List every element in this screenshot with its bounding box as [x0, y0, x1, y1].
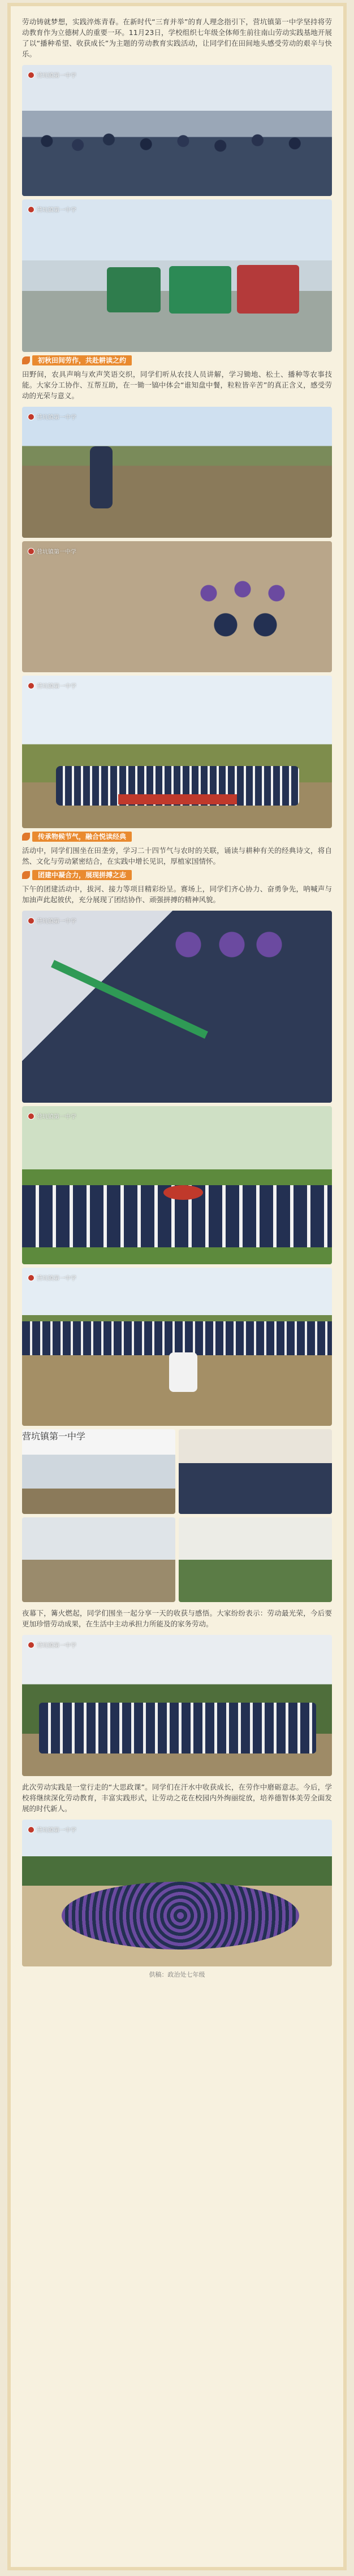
photo-relay-game	[22, 1268, 332, 1426]
school-seal-icon	[28, 548, 34, 555]
photo-grid-row-1	[22, 1429, 332, 1514]
cook-paragraph: 夜幕下，篝火燃起，同学们围坐一起分享一天的收获与感悟。大家纷纷表示：劳动最光荣，今后要更加珍惜劳动成果，在生活中主动承担力所能及的家务劳动。	[22, 1609, 332, 1628]
school-watermark: 营坑镇第一中学	[28, 681, 76, 690]
school-watermark: 营坑镇第一中学	[28, 205, 76, 214]
section-banner-solar: 传承物候节气，融合悦读经典	[22, 832, 332, 842]
school-seal-icon	[28, 72, 34, 79]
leaf-icon	[22, 871, 30, 879]
photo-cooking-3	[22, 1517, 175, 1602]
school-watermark: 营坑镇第一中学	[28, 547, 76, 555]
footer-credit: 供稿：政治处七年级	[149, 1971, 205, 1978]
school-watermark: 营坑镇第一中学	[28, 71, 76, 79]
section-banner-field: 初秋田间劳作，共赴耕读之约	[22, 355, 332, 365]
photo-tug-of-war	[22, 911, 332, 1103]
leaf-icon	[22, 356, 30, 364]
school-seal-icon	[28, 1274, 34, 1281]
photo-tent-group	[22, 1635, 332, 1776]
photo-drum-team	[22, 1106, 332, 1264]
photo-hoeing	[22, 407, 332, 538]
school-seal-icon	[28, 1113, 34, 1120]
school-seal-icon	[28, 1642, 34, 1648]
school-seal-icon	[28, 1826, 34, 1833]
intro-paragraph: 劳动铸就梦想，实践淬炼青春。在新时代“三育并举”的育人理念指引下，营坑镇第一中学坚持将劳动教育作为立德树人的重要一环。11月23日，学校组织七年级全体师生前往南山劳动实践基地开展了以“播种希望、收获成长”为主题的劳动教育实践活动，让同学们在田间地头感受劳动的艰辛与快乐。	[22, 18, 332, 58]
leaf-icon	[22, 833, 30, 841]
field-paragraph: 田野间，农具声响与欢声笑语交织，同学们听从农技人员讲解，学习锄地、松土、播种等农事技能。大家分工协作、互帮互助，在一锄一镐中体会“谁知盘中餐，粒粒皆辛苦”的真正含义，感受劳动的光荣与意义。	[22, 370, 332, 400]
team-paragraph: 下午的团建活动中，拔河、接力等项目精彩纷呈。赛场上，同学们齐心协力、奋勇争先，呐喊声与加油声此起彼伏，充分展现了团结协作、顽强拼搏的精神风貌。	[22, 885, 332, 904]
photo-students-group	[22, 65, 332, 196]
school-watermark: 营坑镇第一中学	[28, 1112, 76, 1120]
photo-cooking-1	[22, 1429, 175, 1514]
article-page	[7, 3, 347, 2570]
school-seal-icon	[28, 206, 34, 213]
school-seal-icon	[28, 917, 34, 924]
school-watermark: 营坑镇第一中学	[28, 412, 76, 421]
section-banner-team: 团建中凝合力，展现拼搏之志	[22, 870, 332, 880]
photo-cooking-4	[179, 1517, 332, 1602]
school-watermark: 营坑镇第一中学	[22, 1431, 86, 1442]
school-watermark: 营坑镇第一中学	[28, 1641, 76, 1649]
photo-cooking-2	[179, 1429, 332, 1514]
school-watermark: 营坑镇第一中学	[28, 1273, 76, 1282]
ending-paragraph: 此次劳动实践是一堂行走的“大思政课”。同学们在汗水中收获成长，在劳作中磨砺意志。今后，学校将继续深化劳动教育，丰富实践形式，让劳动之花在校园内外绚丽绽放，培养德智体美劳全面发展的时代新人。	[22, 1783, 332, 1813]
photo-planting	[22, 541, 332, 672]
school-watermark: 营坑镇第一中学	[28, 1825, 76, 1834]
school-seal-icon	[28, 682, 34, 689]
photo-buses	[22, 199, 332, 352]
photo-grid-row-2	[22, 1517, 332, 1602]
school-watermark: 营坑镇第一中学	[28, 916, 76, 925]
school-seal-icon	[28, 414, 34, 420]
photo-formation	[22, 1820, 332, 1966]
solar-paragraph: 活动中，同学们围坐在田垄旁，学习二十四节气与农时的关联，诵读与耕种有关的经典诗文，将自然、文化与劳动紧密结合，在实践中增长见识，厚植家国情怀。	[22, 846, 332, 865]
photo-hill-group	[22, 676, 332, 828]
